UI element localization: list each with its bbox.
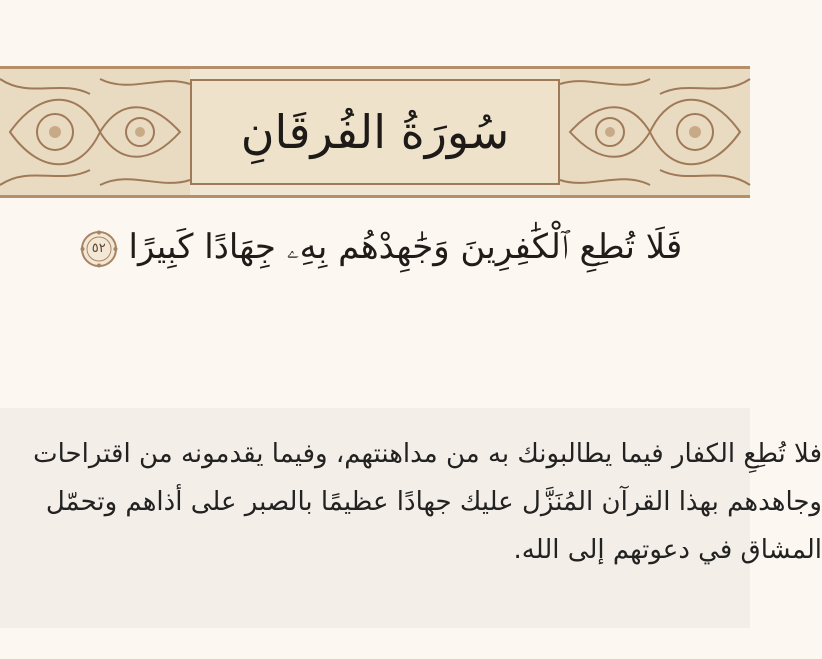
tafsir-line: المشاق في دعوتهم إلى الله. bbox=[513, 535, 822, 565]
tafsir-text bbox=[0, 430, 822, 574]
tafsir-line: وجاهدهم بهذا القرآن المُنَزَّل عليك جهادًا عظيمًا بالصبر على أذاهم وتحمّل bbox=[45, 487, 822, 517]
tafsir-line: فلا تُطِعِ الكفار فيما يطالبونك به من مداهنتهم، وفيما يقدمونه من اقتراحات bbox=[33, 439, 822, 469]
ayah-text[interactable]: فَلَا تُطِعِ ٱلْكَٰفِرِينَ وَجَٰهِدْهُم بِهِۦ جِهَادًا كَبِيرًا bbox=[128, 227, 683, 267]
surah-header-banner bbox=[0, 66, 750, 198]
surah-title: سُورَةُ الفُرقَانِ bbox=[240, 105, 510, 159]
left-ornament-icon bbox=[0, 69, 190, 195]
right-ornament-icon bbox=[560, 69, 750, 195]
ayah-number: ٥٢ bbox=[91, 241, 106, 256]
tafsir-panel[interactable] bbox=[0, 408, 822, 628]
ayah-number-marker[interactable] bbox=[80, 230, 118, 268]
ayah-line[interactable] bbox=[0, 212, 750, 282]
